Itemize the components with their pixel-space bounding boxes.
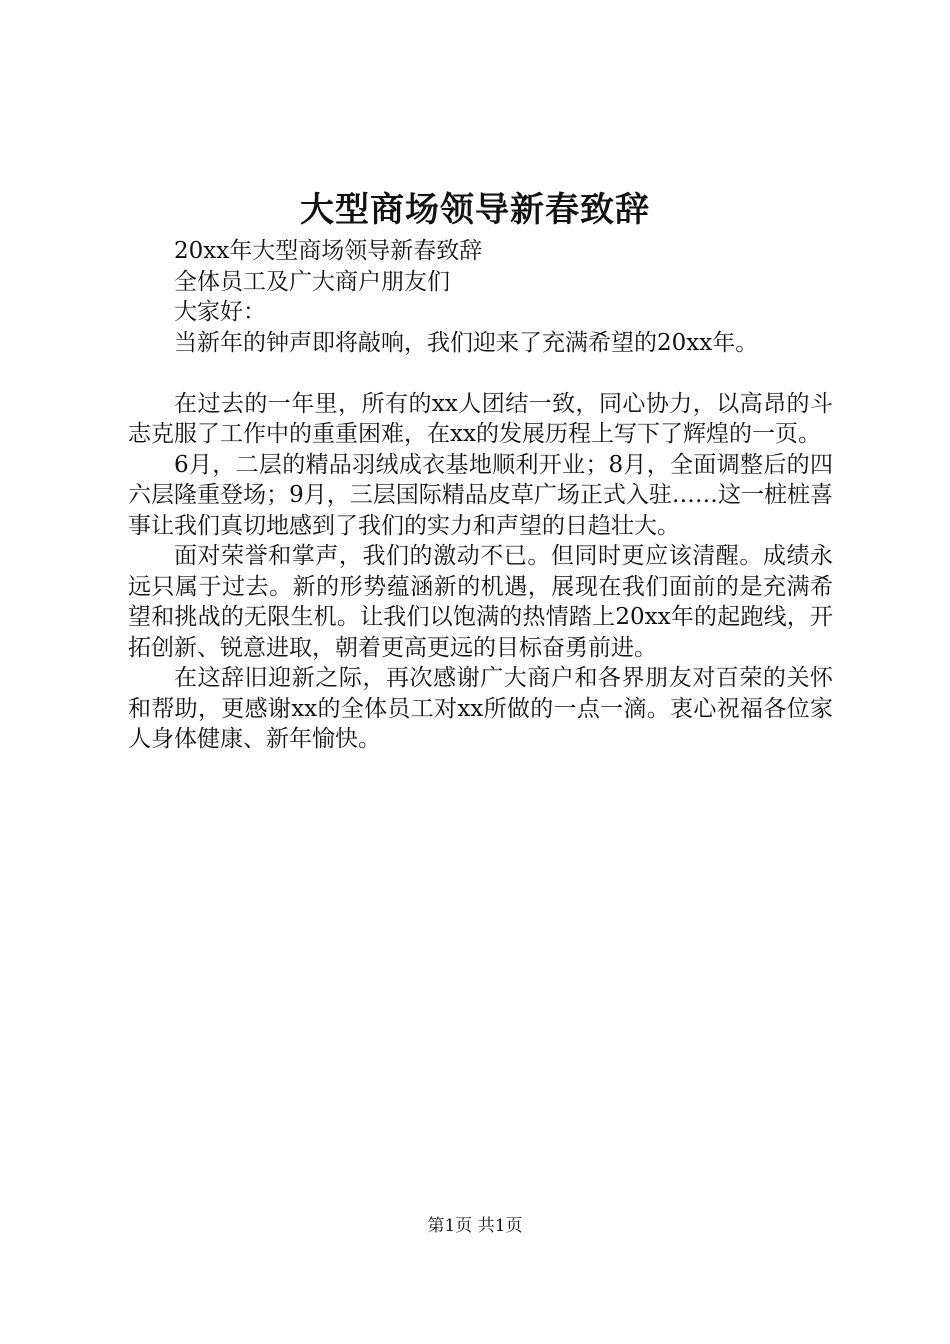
- blank-line: [128, 358, 833, 389]
- salutation-line: 全体员工及广大商户朋友们: [174, 268, 450, 295]
- opening-line: 当新年的钟声即将敲响，我们迎来了充满希望的20xx年。: [174, 329, 759, 356]
- body-paragraph: 面对荣誉和掌声，我们的激动不已。但同时更应该清醒。成绩永远只属于过去。新的形势蕴涵新的机遇，展现在我们面前的是充满希望和挑战的无限生机。让我们以饱满的热情踏上20xx年的起跑线，开拓创新、锐意进取，朝着更高更远的目标奋勇前进。: [128, 543, 833, 661]
- greeting-line: 大家好：: [174, 299, 266, 325]
- page-footer: 第1页 共1页: [427, 1216, 523, 1236]
- body-paragraph: 在这辞旧迎新之际，再次感谢广大商户和各界朋友对百荣的关怀和帮助，更感谢xx的全体员工对xx所做的一点一滴。衷心祝福各位家人身体健康、新年愉快。: [128, 665, 833, 752]
- document-body: [128, 236, 833, 755]
- subtitle-line: 20xx年大型商场领导新春致辞: [174, 238, 483, 264]
- document-title: 大型商场领导新春致辞: [300, 190, 650, 230]
- body-paragraph: 在过去的一年里，所有的xx人团结一致，同心协力，以高昂的斗志克服了工作中的重重困难，在xx的发展历程上写下了辉煌的一页。: [128, 390, 833, 447]
- body-paragraph: 6月，二层的精品羽绒成衣基地顺利开业；8月，全面调整后的四六层隆重登场；9月，三层国际精品皮草广场正式入驻……这一桩桩喜事让我们真切地感到了我们的实力和声望的日趋壮大。: [128, 451, 833, 539]
